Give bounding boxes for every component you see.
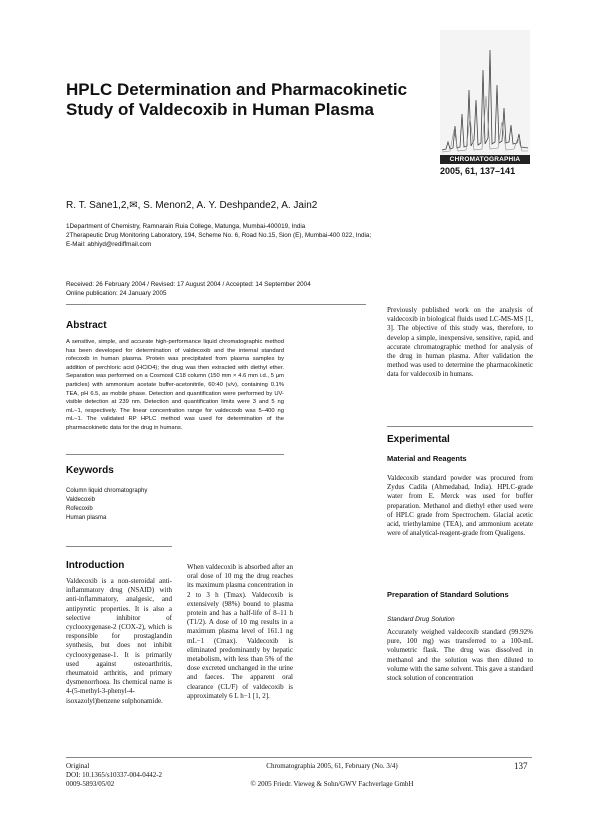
issn: 0009-5893/05/02 xyxy=(66,780,115,788)
preparation-heading: Preparation of Standard Solutions xyxy=(387,590,509,599)
chromatogram-logo-graphic xyxy=(440,30,530,155)
divider xyxy=(66,546,172,547)
divider xyxy=(66,304,366,305)
stock-heading: Standard Drug Solution xyxy=(387,616,455,623)
affiliations xyxy=(66,222,546,249)
journal-issue: Chromatographia 2005, 61, February (No. 3/4) xyxy=(266,762,398,770)
received-dates: Received: 26 February 2004 / Revised: 17 August 2004 / Accepted: 14 September 2004 xyxy=(66,281,311,288)
article-type: Original xyxy=(66,762,90,770)
footer-center xyxy=(232,762,432,789)
stock-text: Accurately weighed valdecoxib standard (99.92% pure, 100 mg) was transferred to a 100-mL volumetric flask. The drug was dissolved in methanol and the solution was then diluted to volume with the same solvent. This gave a standard stock solution of concentration xyxy=(387,628,533,683)
keywords-list xyxy=(66,487,147,523)
footer-divider xyxy=(66,757,532,758)
email: E-Mail: abhiyd@rediffmail.com xyxy=(66,241,152,248)
journal-logo xyxy=(440,30,530,164)
keyword: Rofecoxib xyxy=(66,506,93,512)
keyword: Valdecoxib xyxy=(66,497,95,503)
doi: DOI: 10.1365/s10337-004-0442-2 xyxy=(66,771,163,779)
keyword: Column liquid chromatography xyxy=(66,488,148,494)
divider xyxy=(387,426,533,427)
affiliation-2: 2Therapeutic Drug Monitoring Laboratory, 194, Scheme No. 6, Road No.15, Sion (E), Mumbai-400 022, India; xyxy=(66,232,372,239)
authors: R. T. Sane1,2,✉, S. Menon2, A. Y. Deshpande2, A. Jain2 xyxy=(66,200,318,211)
materials-text: Valdecoxib standard powder was procured from Zydus Cadila (Ahmedabad, India). HPLC-grade water from E. Merck was used for buffer preparation. Methanol and diethyl ether used were of HPLC grade from Spectrochem. Glacial acetic acid, triethylamine (TEA), and ammonium acetate were of analytical-reagent-grade from Qualigens. xyxy=(387,474,533,538)
divider xyxy=(66,454,284,455)
experimental-heading: Experimental xyxy=(387,434,450,445)
citation: 2005, 61, 137–141 xyxy=(440,166,516,176)
footer-left xyxy=(66,762,162,789)
copyright: © 2005 Friedr. Vieweg & Sohn/GWV Fachverlage GmbH xyxy=(250,780,414,788)
intro-heading: Introduction xyxy=(66,560,125,571)
materials-heading: Material and Reagents xyxy=(387,454,467,463)
intro-text-middle: When valdecoxib is absorbed after an oral dose of 10 mg the drug reaches its maximum plasma concentration in 2 to 3 h (Tmax). Valdecoxib is extensively (98%) bound to plasma protein and has a half-life of 8–11 h (T1/2). A dose of 10 mg results in a maximum plasma level of 161.1 ng mL−1 (Cmax). Valdecoxib is eliminated predominantly by hepatic metabolism, with less than 5% of the dose excreted unchanged in the urine and faeces. The apparent oral clearance (CL/F) of valdecoxib is approximately 6 L h−1 [1, 2]. xyxy=(187,563,293,700)
publication-dates xyxy=(66,280,311,298)
abstract-heading: Abstract xyxy=(66,320,107,331)
journal-logo-text: CHROMATOGRAPHIA xyxy=(440,155,530,164)
abstract-text: A sensitive, simple, and accurate high-performance liquid chromatographic method has been developed for determination of valdecoxib and the internal standard rofecoxib in human plasma. Protein was precipitated from plasma samples by addition of perchloric acid (HClO4); the drug was then extracted with diethyl ether. Separation was performed on a Cosmosil C18 column (150 mm × 4.6 mm i.d., 5 μm particles) with ammonium acetate buffer-acetonitrile, 60:40 (v/v), containing 0.1% TEA, pH 6.5, as mobile phase. Detection and quantification were performed by UV-visible detection at 239 nm. Detection and quantification limits were 3 and 5 ng mL−1, respectively. The linear concentration range for valdecoxib was 5–400 ng mL−1. The validated RP HPLC method was used for determination of the pharmacokinetic data for the drug in humans. xyxy=(66,339,284,431)
intro-text-right: Previously published work on the analysis of valdecoxib in biological fluids used LC-MS-MS [1, 3]. The objective of this study was, therefore, to develop a simple, inexpensive, sensitive, rapid, and accurate chromatographic method for analysis of the drug in human plasma. After validation the method was used to determine the pharmacokinetic data for valdecoxib in humans. xyxy=(387,306,533,379)
keywords-heading: Keywords xyxy=(66,465,114,476)
page-number: 137 xyxy=(514,761,528,771)
affiliation-1: 1Department of Chemistry, Ramnarain Ruia College, Matunga, Mumbai-400019, India xyxy=(66,223,306,230)
article-title: HPLC Determination and Pharmacokinetic Study of Valdecoxib in Human Plasma xyxy=(66,80,408,119)
keyword: Human plasma xyxy=(66,515,107,521)
online-publication: Online publication: 24 January 2005 xyxy=(66,290,167,297)
intro-text-left: Valdecoxib is a non-steroidal anti-inflammatory drug (NSAID) with anti-inflammatory, analgesic, and antipyretic properties. It is also a selective inhibitor of cyclooxygenase-2 (COX-2), which is responsible for prostaglandin synthesis, but does not inhibit cyclooxygenase-1. It is primarily used against osteoarthritis, rheumatoid arthritis, and primary dysmenorrhoea. Its chemical name is 4-(5-methyl-3-phenyl-4-isoxazolyl)benzene sulphonamide. xyxy=(66,577,172,705)
